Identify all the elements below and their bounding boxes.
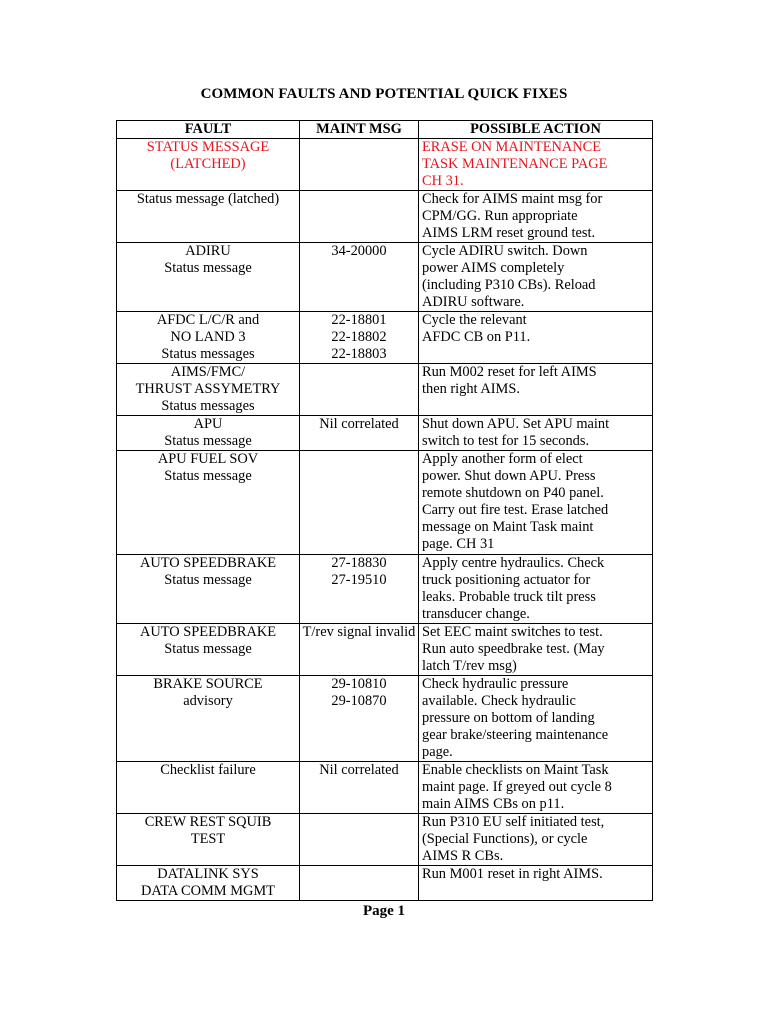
cell-text-line: Shut down APU. Set APU maint: [422, 416, 610, 432]
cell-text-line: AUTO SPEEDBRAKE: [139, 555, 277, 571]
cell-text-line: THRUST ASSYMETRY: [135, 381, 281, 397]
possible-action-cell: [419, 312, 653, 364]
cell-text-line: AIMS R CBs.: [422, 848, 504, 864]
maint-msg-cell: [300, 762, 419, 814]
cell-text-line: BRAKE SOURCE: [153, 676, 263, 692]
fault-cell: [117, 676, 300, 762]
cell-text-line: Apply another form of elect: [422, 451, 583, 467]
cell-text-line: Nil correlated: [319, 762, 399, 778]
possible-action-cell: [419, 814, 653, 866]
table-header-row: [117, 121, 653, 139]
fault-cell: [117, 139, 300, 191]
fault-cell: [117, 624, 300, 676]
cell-text-line: DATA COMM MGMT: [141, 883, 275, 899]
cell-text-line: CREW REST SQUIB: [144, 814, 272, 830]
maint-msg-cell: [300, 814, 419, 866]
cell-text-line: Run P310 EU self initiated test,: [422, 814, 605, 830]
cell-text-line: page. CH 31: [422, 536, 495, 552]
cell-text-line: transducer change.: [422, 606, 530, 622]
cell-text-line: ADIRU software.: [422, 294, 525, 310]
possible-action-cell: [419, 416, 653, 451]
table-row: [117, 139, 653, 191]
possible-action-cell: [419, 624, 653, 676]
cell-text-line: APU: [193, 416, 223, 432]
maint-msg-cell: [300, 191, 419, 243]
maint-msg-column-header: MAINT MSG: [300, 121, 419, 139]
table-row: [117, 312, 653, 364]
cell-text-line: TEST: [190, 831, 226, 847]
cell-text-line: message on Maint Task maint: [422, 519, 594, 535]
fault-cell: [117, 762, 300, 814]
cell-text-line: Enable checklists on Maint Task: [422, 762, 609, 778]
table-row: [117, 814, 653, 866]
table-row: [117, 866, 653, 901]
table-body: [117, 139, 653, 901]
cell-text-line: AFDC L/C/R and: [156, 312, 260, 328]
maint-msg-cell: [300, 416, 419, 451]
cell-text-line: CH 31.: [422, 173, 464, 189]
cell-text-line: T/rev signal invalid: [302, 624, 416, 640]
fault-cell: [117, 364, 300, 416]
table-row: [117, 451, 653, 555]
cell-text-line: APU FUEL SOV: [157, 451, 259, 467]
table-row: [117, 416, 653, 451]
cell-text-line: Status message: [164, 433, 252, 449]
possible-action-cell: [419, 762, 653, 814]
cell-text-line: STATUS MESSAGE: [146, 139, 270, 155]
maint-msg-cell: [300, 555, 419, 624]
fault-cell: [117, 416, 300, 451]
cell-text-line: Set EEC maint switches to test.: [422, 624, 603, 640]
fault-cell: [117, 866, 300, 901]
cell-text-line: Checklist failure: [160, 762, 256, 778]
cell-text-line: Run M002 reset for left AIMS: [422, 364, 597, 380]
cell-text-line: Status message: [164, 641, 252, 657]
cell-text-line: Status message: [164, 260, 252, 276]
cell-text-line: AUTO SPEEDBRAKE: [139, 624, 277, 640]
possible-action-cell: [419, 139, 653, 191]
possible-action-cell: [419, 676, 653, 762]
cell-text-line: switch to test for 15 seconds.: [422, 433, 590, 449]
cell-text-line: ERASE ON MAINTENANCE: [422, 139, 602, 155]
cell-text-line: (Special Functions), or cycle: [422, 831, 588, 847]
table-row: [117, 555, 653, 624]
table-row: [117, 624, 653, 676]
cell-text-line: Run M001 reset in right AIMS.: [422, 866, 603, 882]
maint-msg-cell: [300, 312, 419, 364]
possible-action-cell: [419, 243, 653, 312]
faults-table: [116, 120, 653, 901]
cell-text-line: AIMS LRM reset ground test.: [422, 225, 596, 241]
cell-text-line: pressure on bottom of landing: [422, 710, 595, 726]
cell-text-line: remote shutdown on P40 panel.: [422, 485, 604, 501]
cell-text-line: NO LAND 3: [170, 329, 246, 345]
possible-action-cell: [419, 191, 653, 243]
cell-text-line: advisory: [183, 693, 233, 709]
table-row: [117, 243, 653, 312]
table-row: [117, 191, 653, 243]
possible-action-cell: [419, 866, 653, 901]
cell-text-line: leaks. Probable truck tilt press: [422, 589, 596, 605]
fault-cell: [117, 555, 300, 624]
maint-msg-cell: [300, 866, 419, 901]
cell-text-line: 27-18830: [331, 555, 387, 571]
cell-text-line: Check hydraulic pressure: [422, 676, 569, 692]
fault-cell: [117, 814, 300, 866]
cell-text-line: Cycle the relevant: [422, 312, 527, 328]
document-title: COMMON FAULTS AND POTENTIAL QUICK FIXES: [200, 86, 568, 102]
cell-text-line: 22-18803: [331, 346, 387, 362]
possible-action-column-header: POSSIBLE ACTION: [419, 121, 653, 139]
fault-cell: [117, 243, 300, 312]
cell-text-line: CPM/GG. Run appropriate: [422, 208, 578, 224]
cell-text-line: latch T/rev msg): [422, 658, 517, 674]
cell-text-line: 29-10810: [331, 676, 387, 692]
cell-text-line: Cycle ADIRU switch. Down: [422, 243, 588, 259]
cell-text-line: AFDC CB on P11.: [422, 329, 531, 345]
cell-text-line: ADIRU: [185, 243, 231, 259]
cell-text-line: Apply centre hydraulics. Check: [422, 555, 605, 571]
cell-text-line: Status message: [164, 468, 252, 484]
maint-msg-cell: [300, 139, 419, 191]
cell-text-line: Status message (latched): [136, 191, 280, 207]
cell-text-line: 27-19510: [331, 572, 387, 588]
cell-text-line: maint page. If greyed out cycle 8: [422, 779, 612, 795]
table-row: [117, 364, 653, 416]
page-number: Page 1: [362, 903, 406, 919]
maint-msg-cell: [300, 451, 419, 555]
fault-column-header: FAULT: [117, 121, 300, 139]
maint-msg-cell: [300, 364, 419, 416]
cell-text-line: main AIMS CBs on p11.: [422, 796, 565, 812]
table-row: [117, 676, 653, 762]
possible-action-cell: [419, 451, 653, 555]
cell-text-line: power. Shut down APU. Press: [422, 468, 596, 484]
possible-action-cell: [419, 364, 653, 416]
cell-text-line: Check for AIMS maint msg for: [422, 191, 603, 207]
cell-text-line: page.: [422, 744, 453, 760]
cell-text-line: Status message: [164, 572, 252, 588]
maint-msg-cell: [300, 243, 419, 312]
cell-text-line: truck positioning actuator for: [422, 572, 591, 588]
possible-action-cell: [419, 555, 653, 624]
cell-text-line: then right AIMS.: [422, 381, 520, 397]
cell-text-line: available. Check hydraulic: [422, 693, 576, 709]
cell-text-line: 22-18801: [331, 312, 387, 328]
cell-text-line: gear brake/steering maintenance: [422, 727, 609, 743]
cell-text-line: Run auto speedbrake test. (May: [422, 641, 605, 657]
cell-text-line: power AIMS completely: [422, 260, 565, 276]
cell-text-line: (including P310 CBs). Reload: [422, 277, 596, 293]
cell-text-line: TASK MAINTENANCE PAGE: [422, 156, 608, 172]
cell-text-line: 22-18802: [331, 329, 387, 345]
cell-text-line: AIMS/FMC/: [170, 364, 246, 380]
cell-text-line: Nil correlated: [319, 416, 399, 432]
fault-cell: [117, 451, 300, 555]
cell-text-line: 29-10870: [331, 693, 387, 709]
maint-msg-cell: [300, 676, 419, 762]
fault-cell: [117, 191, 300, 243]
cell-text-line: Carry out fire test. Erase latched: [422, 502, 609, 518]
cell-text-line: (LATCHED): [170, 156, 246, 172]
maint-msg-cell: [300, 624, 419, 676]
fault-cell: [117, 312, 300, 364]
cell-text-line: 34-20000: [331, 243, 387, 259]
table-row: [117, 762, 653, 814]
cell-text-line: DATALINK SYS: [157, 866, 259, 882]
cell-text-line: Status messages: [161, 398, 255, 414]
cell-text-line: Status messages: [161, 346, 255, 362]
